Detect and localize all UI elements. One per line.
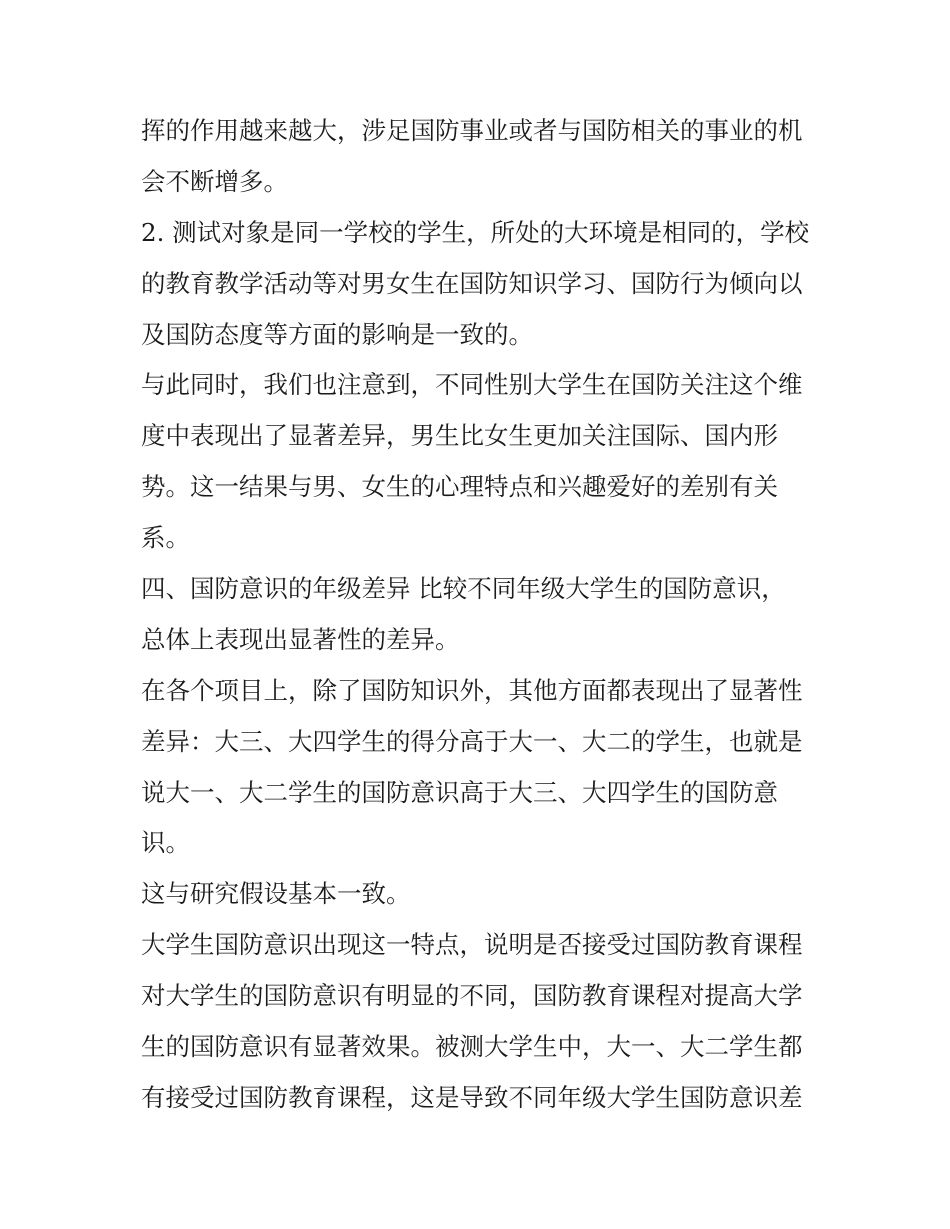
text-line: 说大一、大二学生的国防意识高于大三、大四学生的国防意 <box>141 777 778 807</box>
text-line: 与此同时，我们也注意到，不同性别大学生在国防关注这个维 <box>141 370 803 400</box>
text-line: 势。这一结果与男、女生的心理特点和兴趣爱好的差别有关 <box>141 472 778 502</box>
text-line: 会不断增多。 <box>141 166 288 196</box>
text-line: 及国防态度等方面的影响是一致的。 <box>141 319 533 349</box>
text-line: 的教育教学活动等对男女生在国防知识学习、国防行为倾向以 <box>141 268 803 298</box>
document-body <box>141 106 821 1124</box>
text-line: 这与研究假设基本一致。 <box>141 879 411 909</box>
text-line: 度中表现出了显著差异，男生比女生更加关注国际、国内形 <box>141 421 778 451</box>
text-line: 在各个项目上，除了国防知识外，其他方面都表现出了显著性 <box>141 675 803 705</box>
text-line: 差异：大三、大四学生的得分高于大一、大二的学生，也就是 <box>141 726 803 756</box>
text-line: 总体上表现出显著性的差异。 <box>141 624 460 654</box>
text-line: 挥的作用越来越大，涉足国防事业或者与国防相关的事业的机 <box>141 116 803 145</box>
text-line: 系。 <box>141 523 190 553</box>
text-line: 2. 测试对象是同一学校的学生，所处的大环境是相同的，学校 <box>141 217 810 247</box>
text-line: 有接受过国防教育课程，这是导致不同年级大学生国防意识差 <box>141 1082 803 1112</box>
section-heading-line: 四、国防意识的年级差异 比较不同年级大学生的国防意识， <box>141 574 786 604</box>
text-line: 大学生国防意识出现这一特点，说明是否接受过国防教育课程 <box>141 930 803 960</box>
text-line: 识。 <box>141 828 190 858</box>
text-line: 对大学生的国防意识有明显的不同，国防教育课程对提高大学 <box>141 981 803 1011</box>
text-line: 生的国防意识有显著效果。被测大学生中，大一、大二学生都 <box>141 1032 803 1062</box>
